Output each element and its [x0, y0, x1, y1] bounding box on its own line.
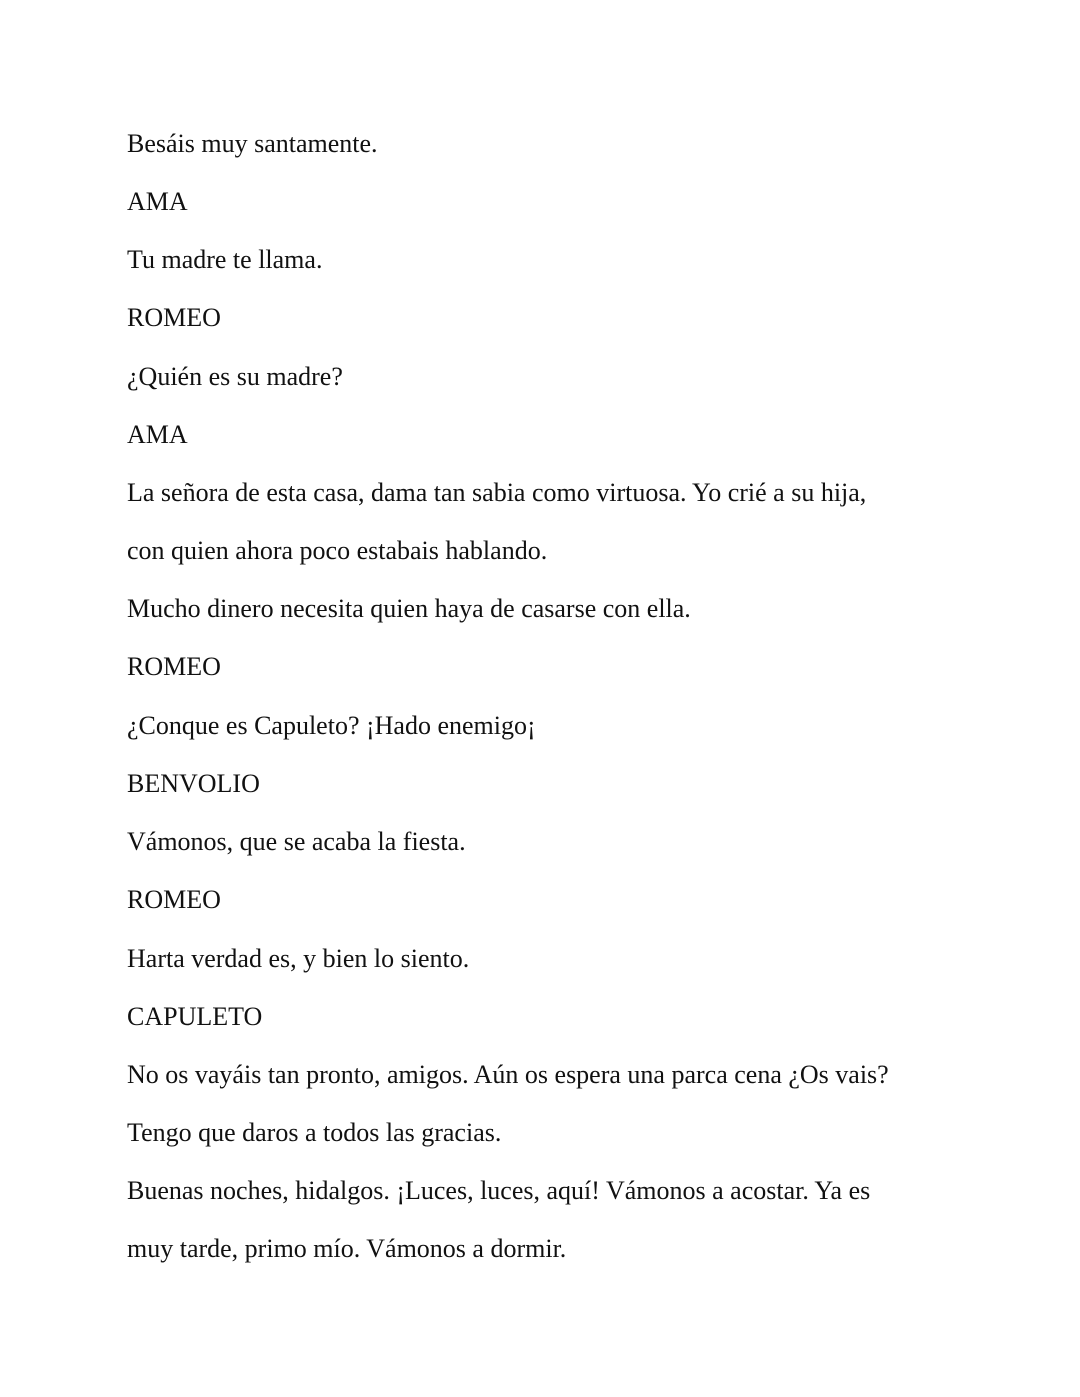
- dialogue-line: Tengo que daros a todos las gracias.: [127, 1118, 502, 1147]
- dialogue-line: ¿Quién es su madre?: [127, 362, 343, 391]
- speaker-name: CAPULETO: [127, 1002, 263, 1031]
- speaker-name: ROMEO: [127, 652, 221, 681]
- dialogue-line: La señora de esta casa, dama tan sabia como virtuosa. Yo crié a su hija,: [127, 478, 867, 507]
- speaker-name: BENVOLIO: [127, 769, 260, 798]
- dialogue-line: Buenas noches, hidalgos. ¡Luces, luces, aquí! Vámonos a acostar. Ya es: [127, 1176, 871, 1205]
- dialogue-line: No os vayáis tan pronto, amigos. Aún os espera una parca cena ¿Os vais?: [127, 1060, 889, 1089]
- dialogue-line: Tu madre te llama.: [127, 245, 323, 274]
- dialogue-line: Vámonos, que se acaba la fiesta.: [127, 827, 466, 856]
- dialogue-line: muy tarde, primo mío. Vámonos a dormir.: [127, 1234, 567, 1263]
- speaker-name: ROMEO: [127, 885, 221, 914]
- speaker-name: AMA: [127, 420, 188, 449]
- speaker-name: AMA: [127, 187, 188, 216]
- dialogue-line: ¿Conque es Capuleto? ¡Hado enemigo¡: [127, 711, 536, 740]
- dialogue-line: con quien ahora poco estabais hablando.: [127, 536, 548, 565]
- speaker-name: ROMEO: [127, 303, 221, 332]
- dialogue-line: Harta verdad es, y bien lo siento.: [127, 944, 470, 973]
- dialogue-line: Besáis muy santamente.: [127, 129, 378, 158]
- dialogue-line: Mucho dinero necesita quien haya de casarse con ella.: [127, 594, 691, 623]
